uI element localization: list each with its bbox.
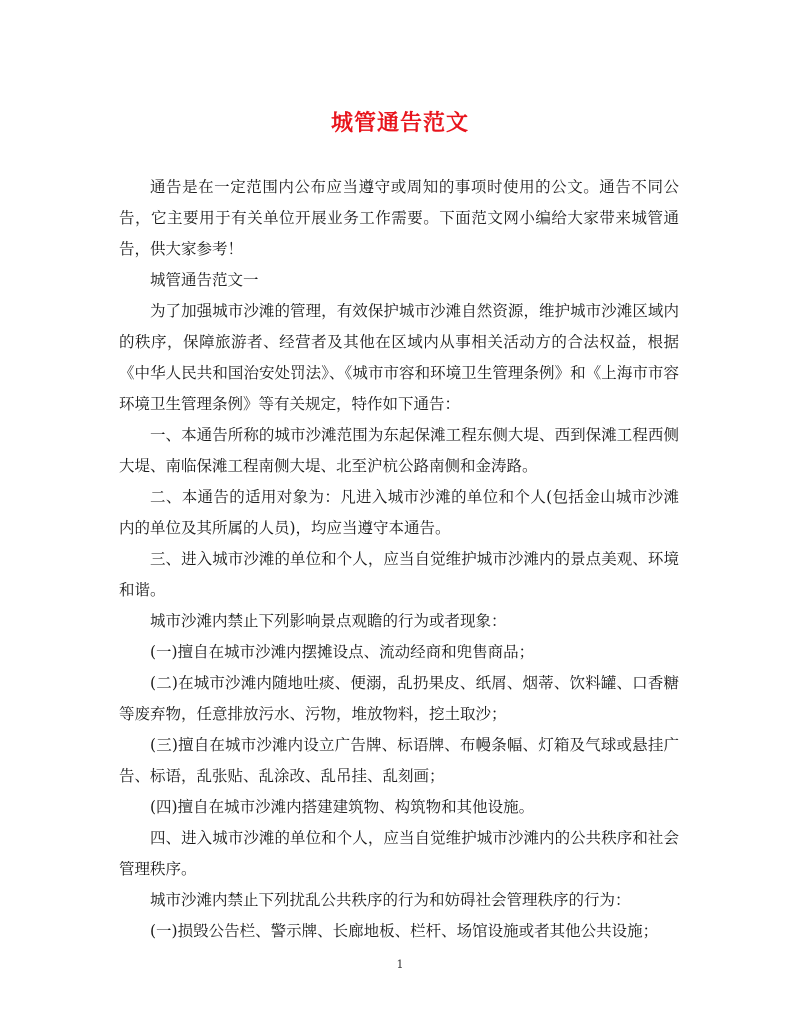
paragraph-item-3: (三)擅自在城市沙滩内设立广告牌、标语牌、布幔条幅、灯箱及气球或悬挂广告、标语，乱张贴、乱涂改、乱吊挂、乱刻画； (119, 736, 679, 785)
paragraph-item-2: (二)在城市沙滩内随地吐痰、便溺，乱扔果皮、纸屑、烟蒂、饮料罐、口香糖等废弃物，任意排放污水、污物，堆放物料，挖土取沙； (119, 674, 679, 723)
paragraph-article-3: 三、进入城市沙滩的单位和个人，应当自觉维护城市沙滩内的景点美观、环境和谐。 (119, 550, 679, 599)
document-body (119, 172, 679, 947)
paragraph-item-5: (一)损毁公告栏、警示牌、长廊地板、栏杆、场馆设施或者其他公共设施； (150, 922, 659, 940)
paragraph-intro: 通告是在一定范围内公布应当遵守或周知的事项时使用的公文。通告不同公告，它主要用于有关单位开展业务工作需要。下面范文网小编给大家带来城管通告，供大家参考！ (119, 178, 679, 258)
page-number: 1 (396, 958, 404, 971)
paragraph-section-heading: 城管通告范文一 (150, 271, 259, 289)
paragraph-prohibitions-intro-2: 城市沙滩内禁止下列扰乱公共秩序的行为和妨碍社会管理秩序的行为： (150, 891, 631, 909)
paragraph-preamble: 为了加强城市沙滩的管理，有效保护城市沙滩自然资源，维护城市沙滩区域内的秩序，保障旅游者、经营者及其他在区域内从事相关活动方的合法权益，根据《中华人民共和国治安处罚法》、《城市市容和环境卫生管理条例》和《上海市市容环境卫生管理条例》等有关规定，特作如下通告： (119, 302, 679, 413)
paragraph-item-4: (四)擅自在城市沙滩内搭建建筑物、构筑物和其他设施。 (150, 798, 535, 816)
paragraph-prohibitions-intro-1: 城市沙滩内禁止下列影响景点观瞻的行为或者现象： (150, 612, 507, 630)
paragraph-item-1: (一)擅自在城市沙滩内摆摊设点、流动经商和兜售商品； (150, 643, 535, 661)
paragraph-article-4: 四、进入城市沙滩的单位和个人，应当自觉维护城市沙滩内的公共秩序和社会管理秩序。 (119, 829, 679, 878)
document-title: 城管通告范文 (330, 110, 469, 136)
paragraph-article-2: 二、本通告的适用对象为：凡进入城市沙滩的单位和个人(包括金山城市沙滩内的单位及其所属的人员)，均应当遵守本通告。 (119, 488, 679, 537)
paragraph-article-1: 一、本通告所称的城市沙滩范围为东起保滩工程东侧大堤、西到保滩工程西侧大堤、南临保滩工程南侧大堤、北至沪杭公路南侧和金涛路。 (119, 426, 679, 475)
